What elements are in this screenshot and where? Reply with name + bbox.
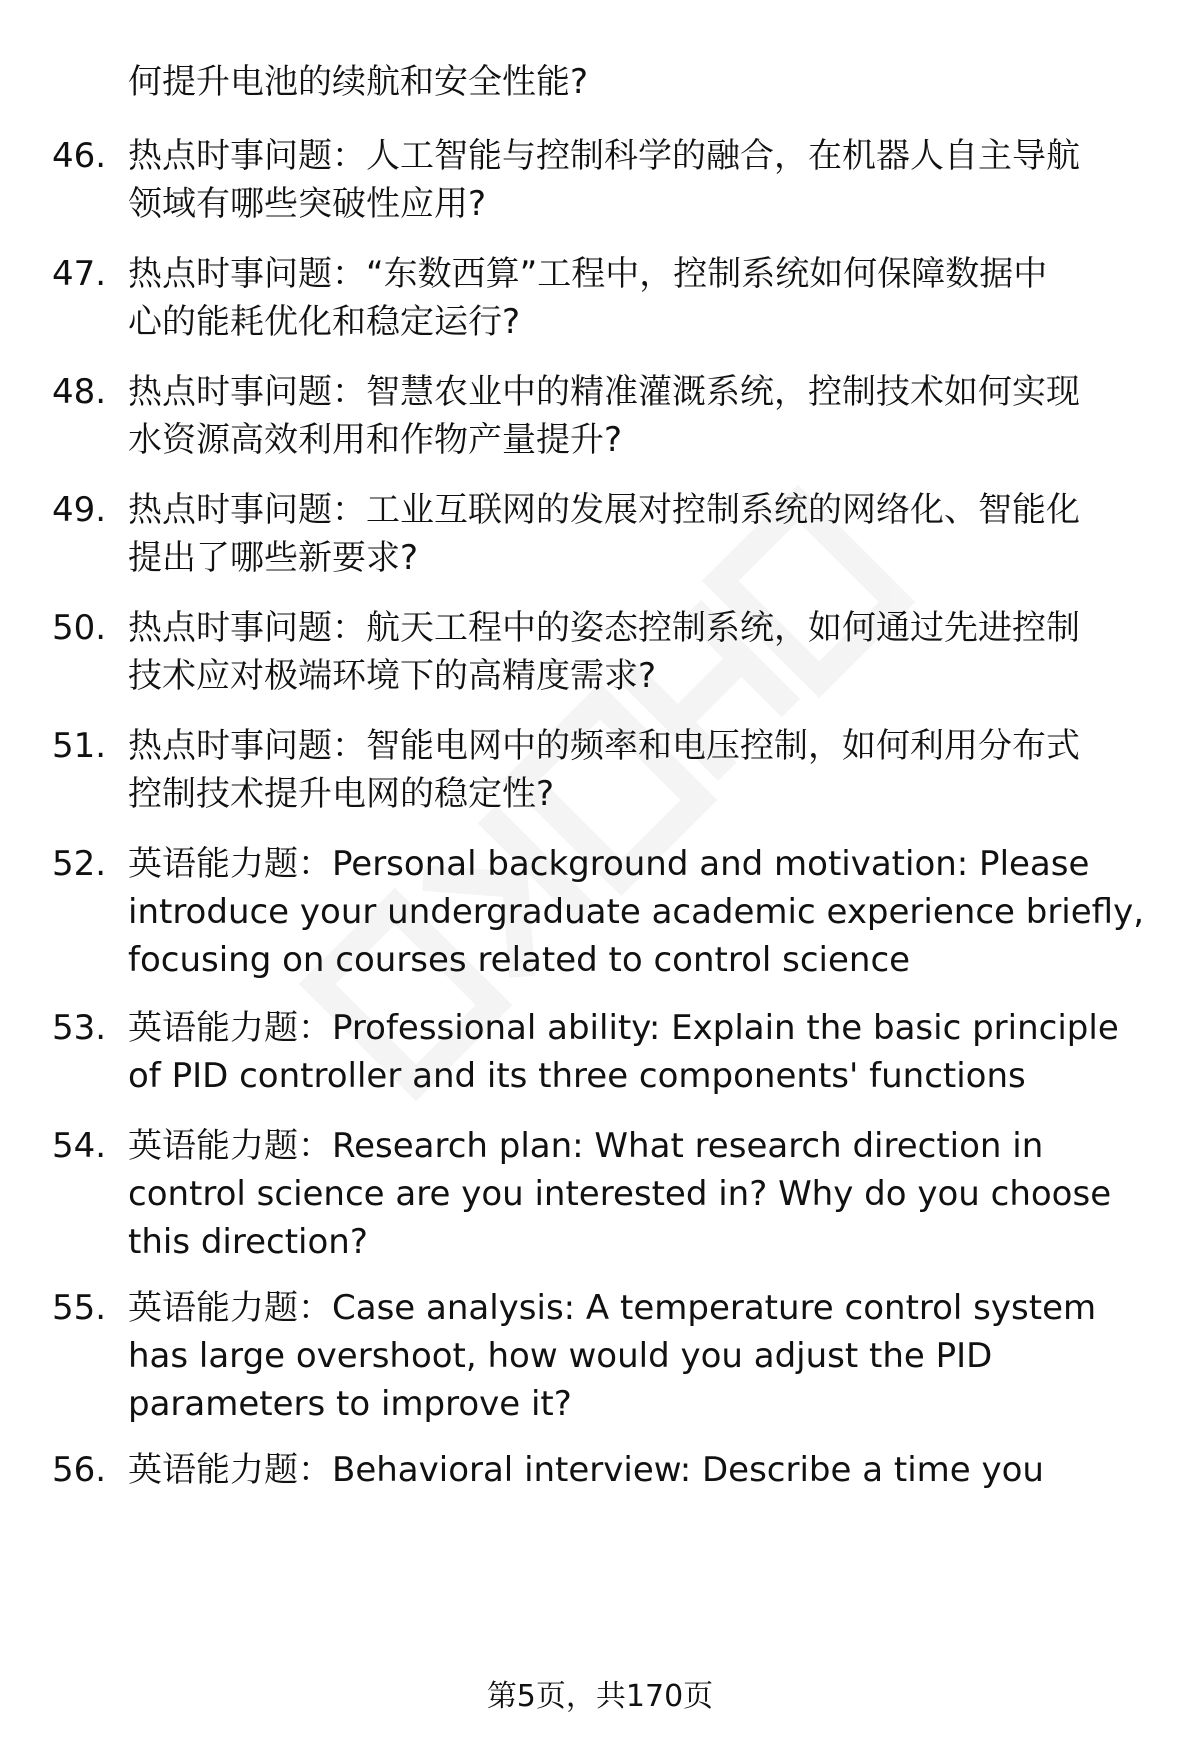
item-line: 热点时事问题：智慧农业中的精准灌溉系统，控制技术如何实现 xyxy=(128,372,1080,412)
item-line: 心的能耗优化和稳定运行? xyxy=(128,302,521,342)
item-line: 技术应对极端环境下的高精度需求? xyxy=(128,656,657,696)
item-text xyxy=(128,1284,1148,1428)
item-text xyxy=(128,132,1148,228)
item-line: 控制技术提升电网的稳定性? xyxy=(128,774,555,814)
item-line: 热点时事问题：“东数西算”工程中，控制系统如何保障数据中 xyxy=(128,254,1048,294)
continuation-text: 何提升电池的续航和安全性能? xyxy=(128,62,589,102)
item-line: focusing on courses related to control science xyxy=(128,940,911,980)
item-line: 英语能力题：Behavioral interview: Describe a time you xyxy=(128,1450,1044,1490)
item-text xyxy=(128,250,1148,346)
item-number: 46. xyxy=(52,136,107,176)
item-line: 热点时事问题：人工智能与控制科学的融合，在机器人自主导航 xyxy=(128,136,1080,176)
item-line: 热点时事问题：智能电网中的频率和电压控制，如何利用分布式 xyxy=(128,726,1080,766)
item-text xyxy=(128,604,1148,700)
item-number: 52. xyxy=(52,844,107,884)
item-text xyxy=(128,840,1148,984)
item-line: 英语能力题：Case analysis: A temperature control system xyxy=(128,1288,1097,1328)
item-line: 热点时事问题：航天工程中的姿态控制系统，如何通过先进控制 xyxy=(128,608,1080,648)
item-line: this direction? xyxy=(128,1222,368,1262)
item-number: 56. xyxy=(52,1450,107,1490)
item-line: 提出了哪些新要求? xyxy=(128,538,419,578)
item-line: 热点时事问题：工业互联网的发展对控制系统的网络化、智能化 xyxy=(128,490,1080,530)
item-number: 51. xyxy=(52,726,107,766)
item-line: 英语能力题：Professional ability: Explain the basic principle xyxy=(128,1008,1119,1048)
item-text xyxy=(128,722,1148,818)
item-text xyxy=(128,1004,1148,1100)
item-number: 49. xyxy=(52,490,107,530)
item-line: has large overshoot, how would you adjust the PID xyxy=(128,1336,993,1376)
item-number: 54. xyxy=(52,1126,107,1166)
item-text xyxy=(128,1122,1148,1266)
item-line: introduce your undergraduate academic experience briefly, xyxy=(128,892,1145,932)
item-line: 英语能力题：Research plan: What research direction in xyxy=(128,1126,1044,1166)
item-line: parameters to improve it? xyxy=(128,1384,572,1424)
item-line: 英语能力题：Personal background and motivation: Please xyxy=(128,844,1090,884)
item-number: 55. xyxy=(52,1288,107,1328)
item-line: 水资源高效利用和作物产量提升? xyxy=(128,420,623,460)
item-number: 53. xyxy=(52,1008,107,1048)
page-footer: 第5页，共170页 xyxy=(486,1679,714,1714)
item-number: 50. xyxy=(52,608,107,648)
item-text xyxy=(128,1446,1148,1494)
item-text xyxy=(128,368,1148,464)
item-text xyxy=(128,486,1148,582)
item-line: control science are you interested in? Why do you choose xyxy=(128,1174,1112,1214)
item-line: of PID controller and its three components' functions xyxy=(128,1056,1026,1096)
item-number: 47. xyxy=(52,254,107,294)
item-line: 领域有哪些突破性应用? xyxy=(128,184,487,224)
item-number: 48. xyxy=(52,372,107,412)
